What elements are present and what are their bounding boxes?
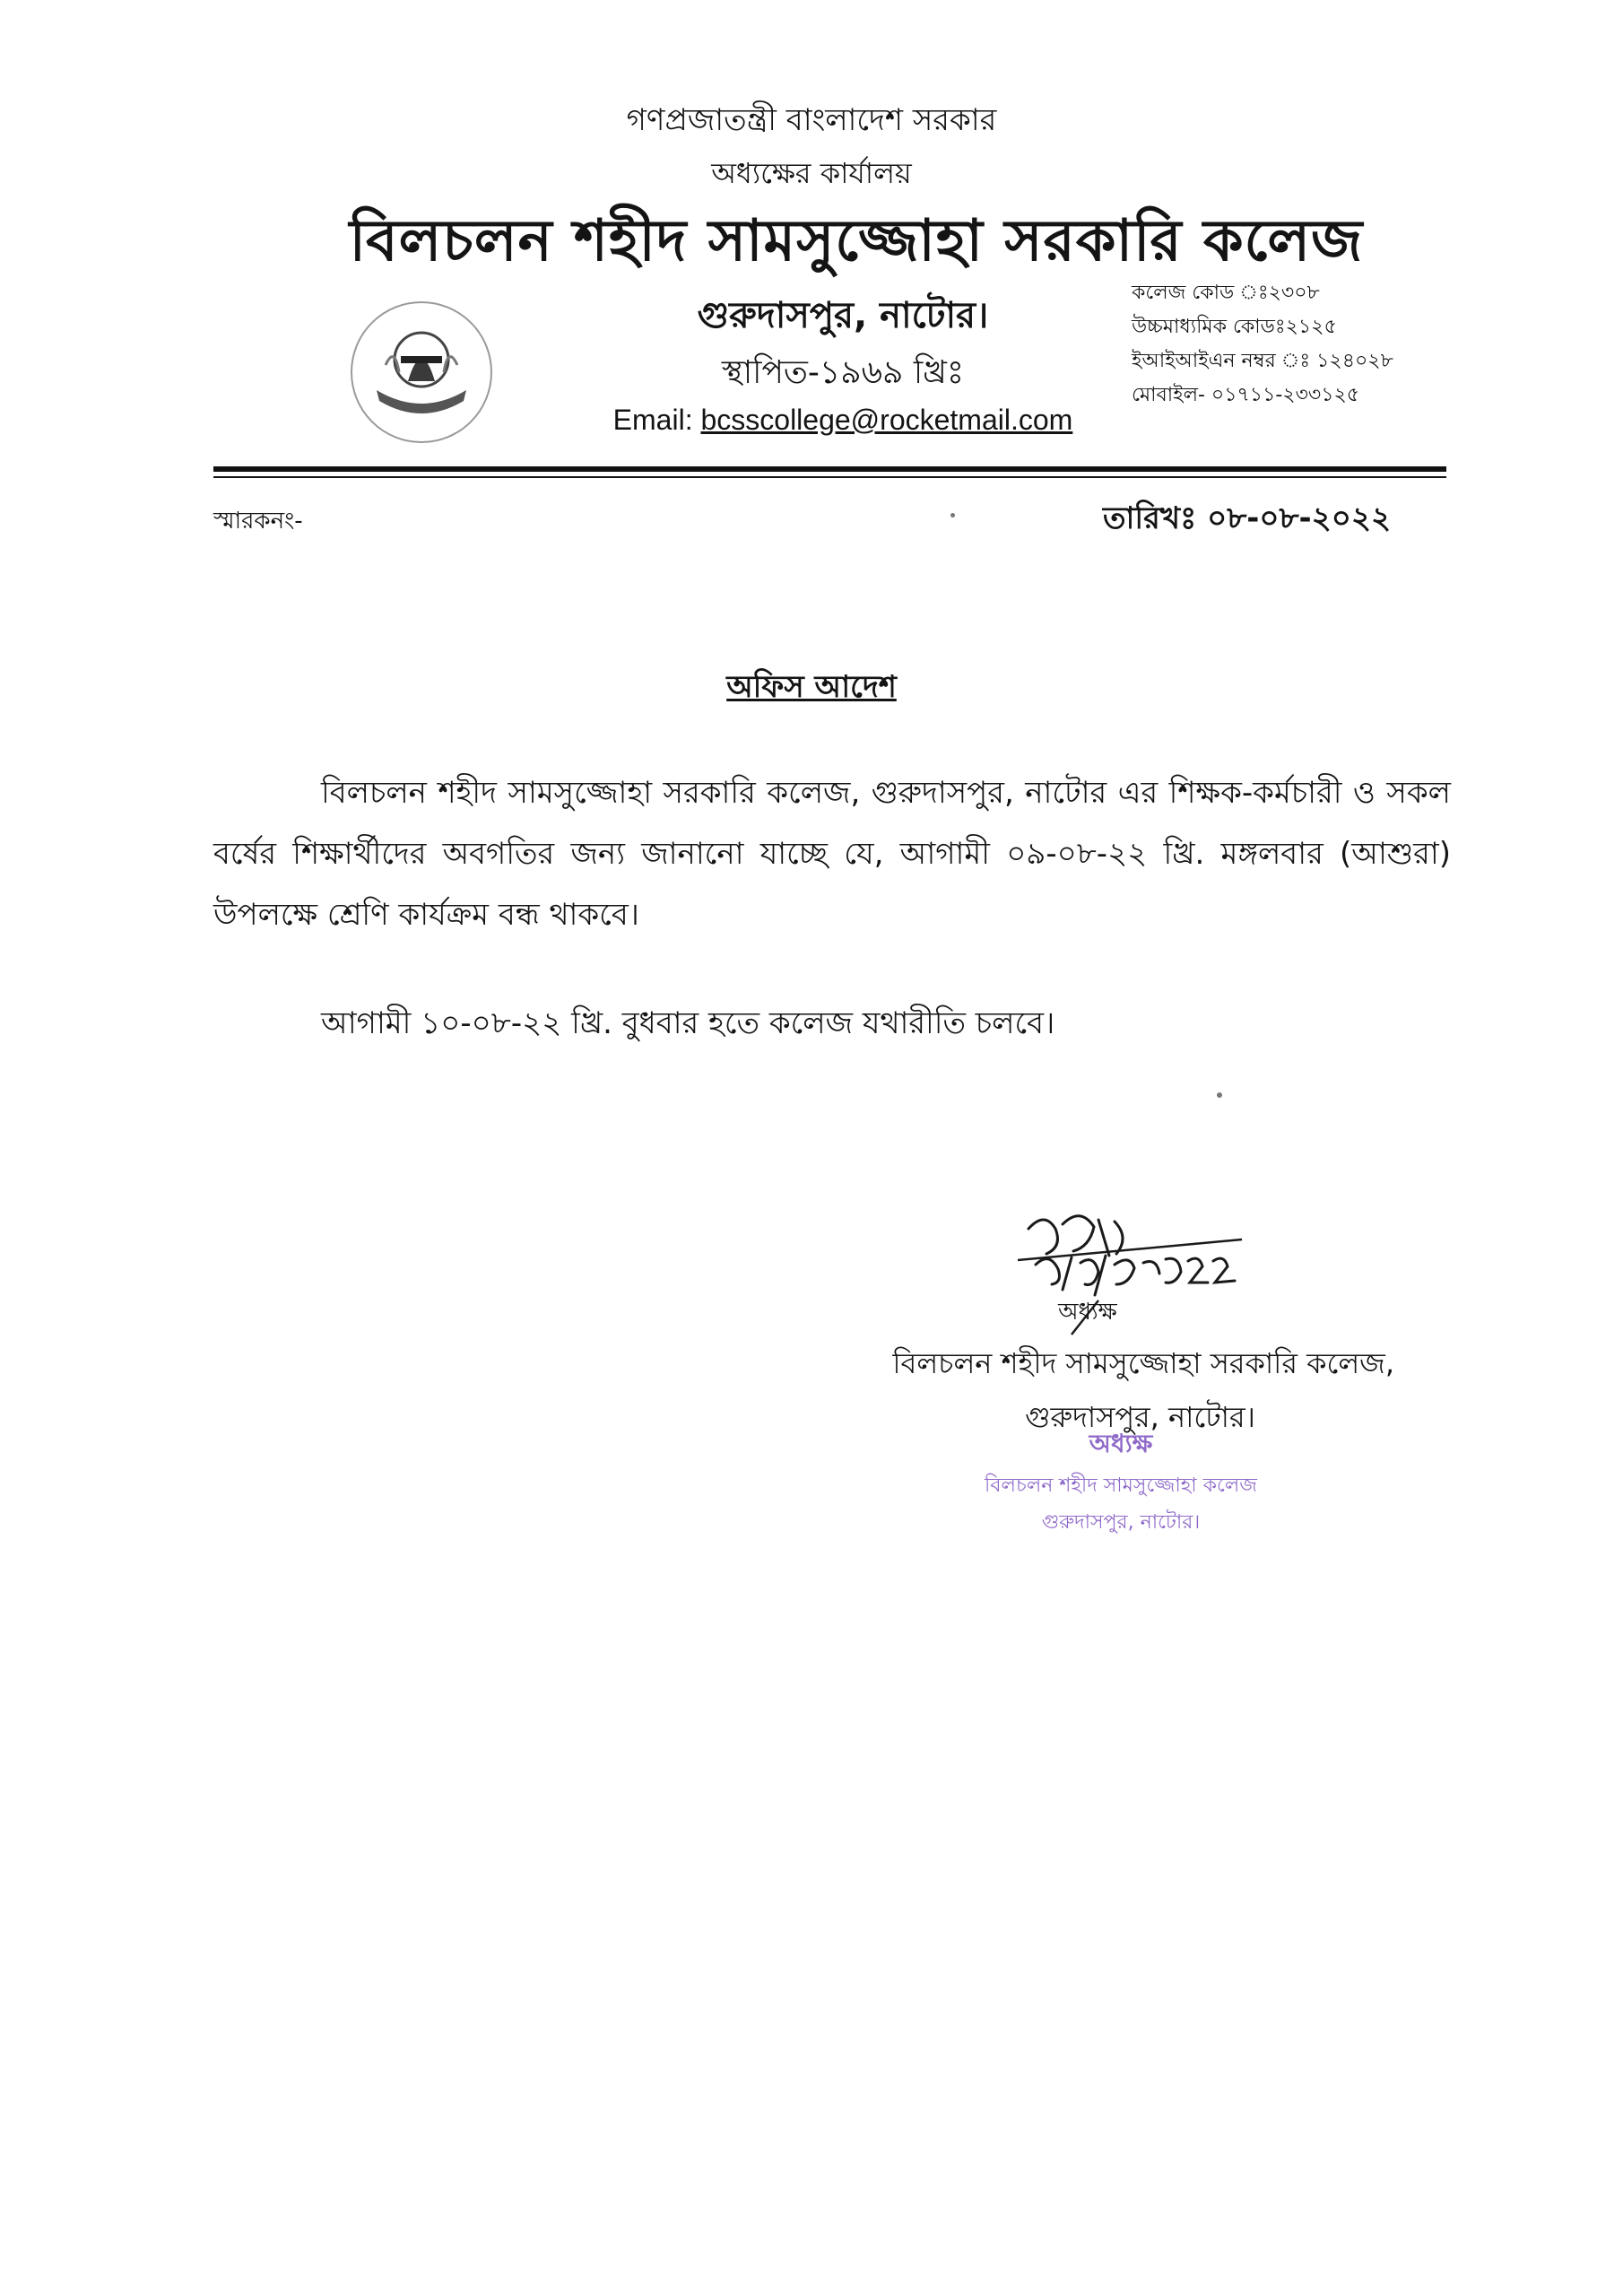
higher-secondary-code: উচ্চমাধ্যমিক কোডঃ২১২৫ [1132,316,1337,338]
office-heading: অধ্যক্ষের কার্যালয় [711,156,912,190]
college-codes [1132,276,1393,413]
memo-number-label: স্মারকনং- [213,508,303,535]
official-stamp [977,1424,1264,1540]
stamp-college: বিলচলন শহীদ সামসুজ্জোহা কলেজ [985,1474,1257,1497]
document-title: অফিস আদেশ [726,669,897,705]
eiin-number: ইআইআইএন নম্বর ঃ ১২৪০২৮ [1132,350,1393,372]
signatory-college: বিলচলন শহীদ সামসুজ্জোহা সরকারি কলেজ, [892,1346,1394,1380]
notice-paragraph-resume: আগামী ১০-০৮-২২ খ্রি. বুধবার হতে কলেজ যথারীতি চলবে। [321,1005,1055,1041]
email-link[interactable]: bcsscollege@rocketmail.com [700,404,1073,436]
notice-paragraph: বিলচলন শহীদ সামসুজ্জোহা সরকারি কলেজ, গুরুদাসপুর, নাটোর এর শিক্ষক-কর্মচারী ও সকল বর্ষের শিক্ষার্থীদের অবগতির জন্য জানানো যাচ্ছে যে, আগামী ০৯-০৮-২২ খ্রি. মঙ্গলবার (আশুরা) উপলক্ষে শ্রেণি কার্যক্রম বন্ধ থাকবে। [213,775,1451,933]
scan-speck [950,513,955,517]
header-divider [213,466,1446,478]
college-code: কলেজ কোড ঃ২৩০৮ [1132,282,1320,304]
college-location: গুরুদাসপুর, নাটোর। [697,295,989,336]
signatory-place: গুরুদাসপুর, নাটোর। [1025,1400,1255,1434]
government-heading: গণপ্রজাতন্ত্রী বাংলাদেশ সরকার [626,102,997,138]
signatory-title: অধ্যক্ষ [1058,1299,1117,1326]
stamp-title: অধ্যক্ষ [1089,1429,1153,1458]
document-date: তারিখঃ ০৮-০৮-২০২২ [1103,500,1392,536]
mobile-number: মোবাইল- ০১৭১১-২৩৩১২৫ [1132,384,1360,406]
established-year: স্থাপিত-১৯৬৯ খ্রিঃ [721,354,965,391]
scan-speck [1217,1092,1222,1098]
handwritten-signature [1009,1202,1278,1336]
stamp-place: গুরুদাসপুর, নাটোর। [1041,1511,1201,1534]
college-logo [345,300,498,448]
email-line [502,404,1184,437]
email-label: Email: [612,404,701,436]
college-name-heading: বিলচলন শহীদ সামসুজ্জোহা সরকারি কলেজ [349,208,1364,274]
